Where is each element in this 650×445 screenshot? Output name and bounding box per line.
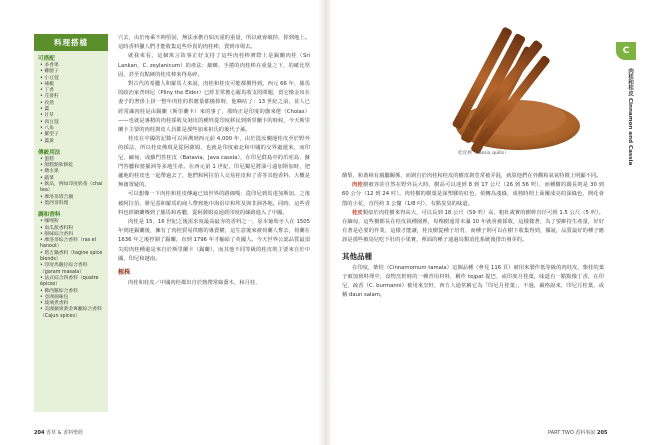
page-gutter xyxy=(318,0,332,445)
sidebar-list-item: • 薑 xyxy=(40,107,50,113)
sidebar-list-item: • 玻璃煮香料 xyxy=(40,301,69,307)
sidebar-list-item: • 印度馬薩拉綜合香料（garam masala） xyxy=(40,263,88,275)
keyword: 桂皮 xyxy=(352,209,363,216)
sidebar-list-item: • 甜味綜合香料 xyxy=(40,231,74,237)
body-paragraph: 穴去，由於角乘不夠堅固，無法承擔自如沉重的重量，所以就會破掉，掉到地上。這時香料獵人們才能收集這些珍貴的肉桂棒，賣到市場去。 xyxy=(118,35,310,51)
paragraph-text: 類似於肉桂樹來得高大，可以長到 18 公尺（59 呎）高，粗杜歲實的樹幹直径可到 1.5 公尺（5 呎）。在緬甸，這些樹都長在桂皮栽種園裡，每棵樹通常未滿 10 年就會被採收，這樣樣著，為了要維持生產量，好好有著是必要的作業，這樣才能讓，桂皮樹從種子培育，而種子則可以在樹下收集得到，據說，品質最好的種子應該是那些被鳥兒吃下肚的小果實，裡面的種子通過鳥類消化系統後排出發芽的。 xyxy=(342,209,604,244)
sidebar-list-item: • 甘草 xyxy=(40,113,54,119)
left-text-column xyxy=(118,34,310,288)
body-paragraph: 就我來看，這個寓言故事正好支持了這些肉桂棒實際上是錫蘭肉桂（Sri Lankan，C. zeylanicum）的產法：細緻、手捲的肉桂棒在重量之下，的確比堅固，甚至有點硬的桂皮棒來得易碎。 xyxy=(118,53,310,78)
sidebar-list-item: • 羅望子 xyxy=(40,132,59,138)
sidebar-list-item: • 咖哩粉 xyxy=(40,219,59,225)
body-paragraph: 可以想像一下肉桂和桂皮傳遍已知世界的路線嗎：從印尼到馬達加斯加，之後被阿拉伯、腓尼基和羅馬的商人帶到地中海沿岸和埃及與非洲各地。同時，這些香料也經網蘭傳到了羅馬和希臘，從阿薩姆流通經印度的絲路進入了中國。 xyxy=(118,191,310,216)
body-paragraph: 肉桂和桂皮／中國肉桂都出自於熱帶常綠喬木，和月桂、 xyxy=(128,280,261,287)
sidebar-list-item: • 蛋糕 xyxy=(40,156,54,162)
page-number: 204 xyxy=(34,430,45,436)
sidebar-section-title: 傳統用法 xyxy=(38,149,61,156)
sidebar-list-item: • 蔬菜 xyxy=(40,175,54,181)
body-paragraph: 桂皮在中國的記錄可以回溯到西元前 4,000 年，由於從汝蘭運桂皮至於野外的採法，所以桂皮佛現是從阿薩姆，也就是印度東北和中國的交界處運來，而印尼、緬甸、或蘇門答桂皮（Batavia，Java cassia），在印尼群島中的爪哇島、蘇門答臘和婆羅洲等多地生產。在西元第 1 世紀，印尼獨尼將油弓遠加斯加時，把蘆地的桂皮也一起帶過去了，他們和阿拉伯人交易桂皮和了香等其他香料，大概是無庸置疑的。 xyxy=(118,136,310,189)
body-paragraph: 肉桂是 15、16 世紀之後需求度最高最夯的香料之一，原本葡萄牙人在 1505 年到達錫蘭後，擁有了肉桂貿易供應的專賣權，這生意後來被荷蘭人奪去，荷蘭在 1636 年之後控制了錫蘭，直到 1796 年才輸給了英國人。今天世界公認品質最頂尖的肉桂種還是來自於斯里蘭卡（錫蘭），而其他不同等級的桂皮則主要來自於中國、印尼和越南。 xyxy=(118,219,310,262)
sidebar-list-item: • 亞洲滷味包 xyxy=(40,294,69,300)
sidebar-list-item: • 墨西哥料理 xyxy=(40,200,69,206)
sidebar-list-item: • 辣椒 xyxy=(40,81,54,87)
body-paragraph: 在印度，柴桂（Cinnamomum tamala）這個品種（參見 116 頁）被用來製作低等級的肉桂皮，柴桂的葉子被加到料理中，食物烹飪時的一種青用材料，稱作 tejpat 提巴，或印度月桂葉，味道有一點點像丁香，在印尼，疏香（C. burmanni）被用來烹飪，西方人通常稱它為「印尼月桂葉」，不過，嚴格說來，印尼月桂葉，或稱 daun salam， xyxy=(342,264,604,299)
chapter-letter-tab: C xyxy=(616,42,636,60)
sidebar-list-item: • 美國蘋果黃金專屬綜合香料（Cajun spices） xyxy=(40,307,102,319)
section-heading: 其他品種 xyxy=(342,251,372,261)
body-paragraph xyxy=(342,181,604,209)
keyword: 肉桂 xyxy=(352,182,363,189)
section-heading: 植株 xyxy=(118,269,131,277)
sidebar-list-item: • 雞腿子 xyxy=(40,69,59,75)
sidebar-list-item: • 丁香 xyxy=(40,88,54,94)
page-number: 205 xyxy=(597,430,608,436)
sidebar-list-item: • 肉豆蔻 xyxy=(40,119,59,125)
sidebar-list-item: • 孜然 xyxy=(40,100,54,106)
sidebar-list-item: • 南瓜派香料粉 xyxy=(40,225,74,231)
sidebar-list-item: • 摩洛哥塔吉鍋 xyxy=(40,194,74,200)
right-text-column xyxy=(342,172,604,301)
chapter-title: 肉桂和桂皮 Cinnamon and Cassia xyxy=(627,68,633,166)
body-paragraph: 對古代的希臘人和羅馬人來說，肉桂和桂皮可能都價得到。西元 66 年，羅馬的政治家普林尼（Pliny the Elder）已經非常擔心羅馬收支的問題，當它像金帛在妻子的奢侈上拼一整年肉桂的供應量都燒掉時，他嘀咕了：13 世紀之前，並人已經常識肉桂是由錫蘭（斯里蘭卡）來的事了，那時正是印度的伽來佬（Cholas）——也就是專精的肉桂採收及剝皮的種姓從印度移民到斯里蘭卡的時候，今天斯里蘭卡主要的肉桂剝皮人員都是那些加來祖氏的後代子孫。 xyxy=(118,81,310,134)
paragraph-text: 樹被容許自然在野外長大時，樹高可以達到 8 到 17 公尺（26 到 56 呎），而種樹的闊長則是 30 到 60 公分（12 到 24 吋）。肉桂樹的樹葉是深塑膠的紅色，依轉為淺綠，成熟時則上面覆成亮的深綠色，開花會散的小花，直徑約 3 公釐（1/8 吋），有點臭臭的味道。 xyxy=(342,182,604,207)
sidebar-list-item: • 小豆蔻 xyxy=(40,75,59,81)
sidebar-list-item: • 塔吉鍋香料（tagine spice blends） xyxy=(40,250,103,263)
sidebar-section-title: 可搭配 xyxy=(38,56,55,62)
left-footer xyxy=(34,429,83,436)
sidebar-list-item: • 甜糕點和餅乾 xyxy=(40,163,74,169)
sidebar-list-item: • 芫荽籽 xyxy=(40,94,59,100)
photo-caption: 桂皮棒（cassia quills） xyxy=(458,151,509,156)
sidebar-list-item: • 八角 xyxy=(40,125,54,131)
sidebar-title: 料理搭檔 xyxy=(34,34,108,51)
sidebar-list-item: • 薑黃 xyxy=(40,138,54,144)
sidebar-list-item: • 法式綜合四香料（quatre épices） xyxy=(40,275,99,288)
sidebar-list-item: • 摩洛哥綜合香料（ras el hanout） xyxy=(40,238,96,250)
right-footer xyxy=(548,429,607,436)
part-title: PART TWO 香料事說 xyxy=(548,430,596,436)
body-paragraph: 酪梨、和黃樟有親屬關係，而剝自於肉桂和桂皮的樹皮剝莖常被弄混，就算他們在外觀和氣氣特徵上明顯不同。 xyxy=(342,173,602,179)
sidebar-list-item: • 佛西羅綜合香料 xyxy=(40,288,78,294)
sidebar-list-item: • 飲品，例如印度奶茶（chai tea） xyxy=(40,182,103,194)
body-paragraph xyxy=(342,209,604,246)
pairing-sidebar xyxy=(34,34,108,412)
sidebar-list-item: • 多香果 xyxy=(40,63,59,68)
sidebar-section-title: 調和香料 xyxy=(38,212,61,219)
sidebar-body xyxy=(34,54,108,320)
sidebar-list-item: • 燉水果 xyxy=(40,169,59,175)
book-title: 香草 & 香料聖經 xyxy=(46,430,84,436)
cinnamon-photo xyxy=(398,14,593,162)
